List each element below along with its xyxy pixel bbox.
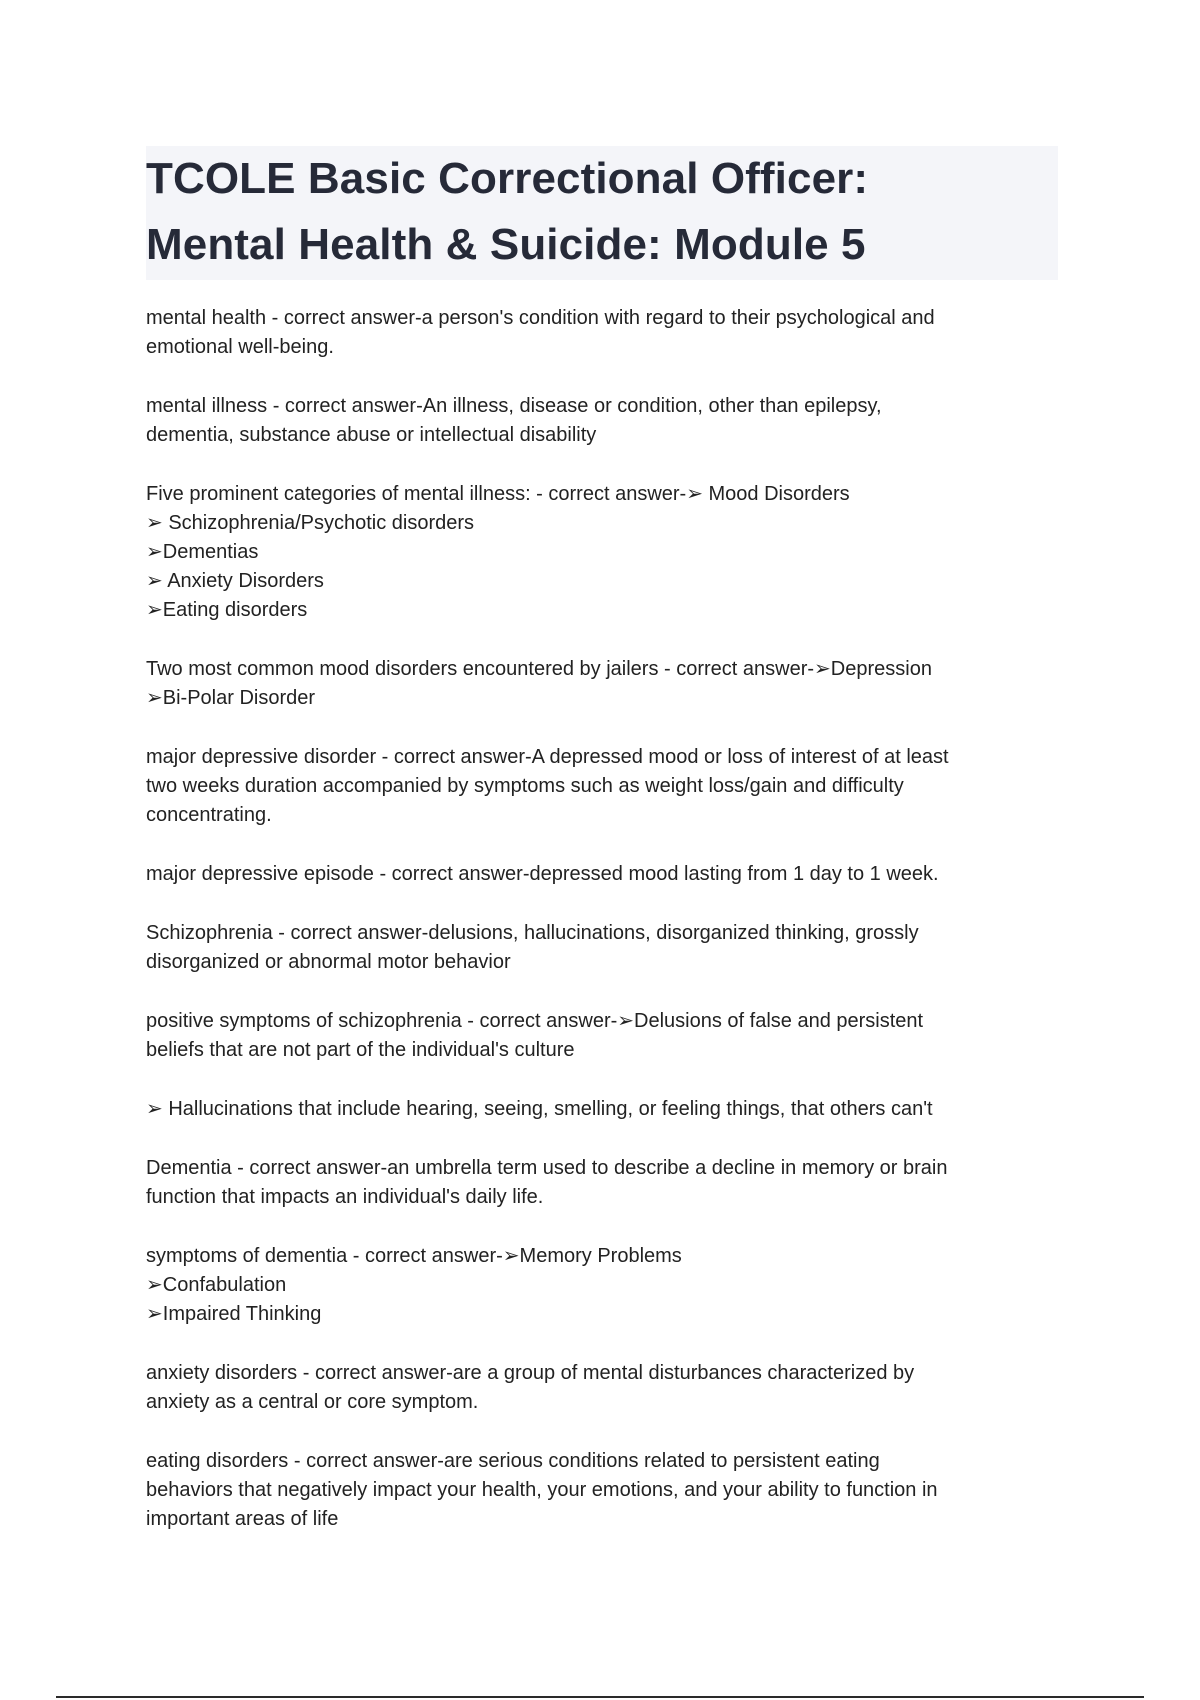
entry-line: ➢ Schizophrenia/Psychotic disorders [146, 512, 475, 534]
entry-mental-health [146, 304, 1046, 362]
entry-line: emotional well-being. [146, 336, 334, 358]
entry-line: disorganized or abnormal motor behavior [146, 951, 511, 973]
entry-line: important areas of life [146, 1508, 339, 1530]
entry-line: Schizophrenia - correct answer-delusions, hallucinations, disorganized thinking, grossly [146, 922, 919, 944]
page-title [146, 146, 868, 278]
title-line-1: TCOLE Basic Correctional Officer: [146, 154, 869, 203]
entry-line: ➢Eating disorders [146, 599, 308, 621]
entry-eating-disorders [146, 1447, 1046, 1534]
entry-dementia [146, 1154, 1046, 1212]
entry-positive-symptoms [146, 1007, 1046, 1065]
entry-line: eating disorders - correct answer-are serious conditions related to persistent eating [146, 1450, 880, 1472]
entry-mental-illness [146, 392, 1046, 450]
footer-divider [56, 1696, 1144, 1698]
entry-line: ➢ Anxiety Disorders [146, 570, 324, 592]
entry-five-categories [146, 480, 1046, 625]
entry-line: Dementia - correct answer-an umbrella term used to describe a decline in memory or brain [146, 1157, 948, 1179]
entry-anxiety-disorders [146, 1359, 1046, 1417]
entry-line: symptoms of dementia - correct answer-➢Memory Problems [146, 1245, 682, 1267]
entry-schizophrenia [146, 919, 1046, 977]
entry-mood-disorders [146, 655, 1046, 713]
entry-line: anxiety disorders - correct answer-are a group of mental disturbances characterized by [146, 1362, 915, 1384]
entry-line: ➢Bi-Polar Disorder [146, 687, 316, 709]
entry-line: behaviors that negatively impact your health, your emotions, and your ability to function in [146, 1479, 938, 1501]
entry-line: ➢Dementias [146, 541, 259, 563]
entry-line: Five prominent categories of mental illness: - correct answer-➢ Mood Disorders [146, 483, 850, 505]
entry-major-depressive-episode [146, 860, 1046, 889]
title-box [146, 146, 1058, 280]
entry-line: dementia, substance abuse or intellectual disability [146, 424, 597, 446]
entry-major-depressive-disorder [146, 743, 1046, 830]
title-line-2: Mental Health & Suicide: Module 5 [146, 220, 866, 269]
entry-line: beliefs that are not part of the individual's culture [146, 1039, 575, 1061]
entry-line: ➢Impaired Thinking [146, 1303, 322, 1325]
flashcard-list [146, 304, 1046, 1564]
entry-line: anxiety as a central or core symptom. [146, 1391, 479, 1413]
entry-line: Two most common mood disorders encountered by jailers - correct answer-➢Depression [146, 658, 932, 680]
entry-line: function that impacts an individual's daily life. [146, 1186, 544, 1208]
entry-line: ➢Confabulation [146, 1274, 287, 1296]
entry-line: ➢ Hallucinations that include hearing, seeing, smelling, or feeling things, that others can't [146, 1098, 933, 1120]
entry-line: concentrating. [146, 804, 272, 826]
entry-line: two weeks duration accompanied by symptoms such as weight loss/gain and difficulty [146, 775, 904, 797]
entry-hallucinations [146, 1095, 1046, 1124]
entry-dementia-symptoms [146, 1242, 1046, 1329]
entry-line: mental illness - correct answer-An illness, disease or condition, other than epilepsy, [146, 395, 882, 417]
entry-line: mental health - correct answer-a person's condition with regard to their psychological and [146, 307, 935, 329]
entry-line: major depressive episode - correct answer-depressed mood lasting from 1 day to 1 week. [146, 863, 939, 885]
entry-line: major depressive disorder - correct answer-A depressed mood or loss of interest of at least [146, 746, 949, 768]
entry-line: positive symptoms of schizophrenia - correct answer-➢Delusions of false and persistent [146, 1010, 924, 1032]
